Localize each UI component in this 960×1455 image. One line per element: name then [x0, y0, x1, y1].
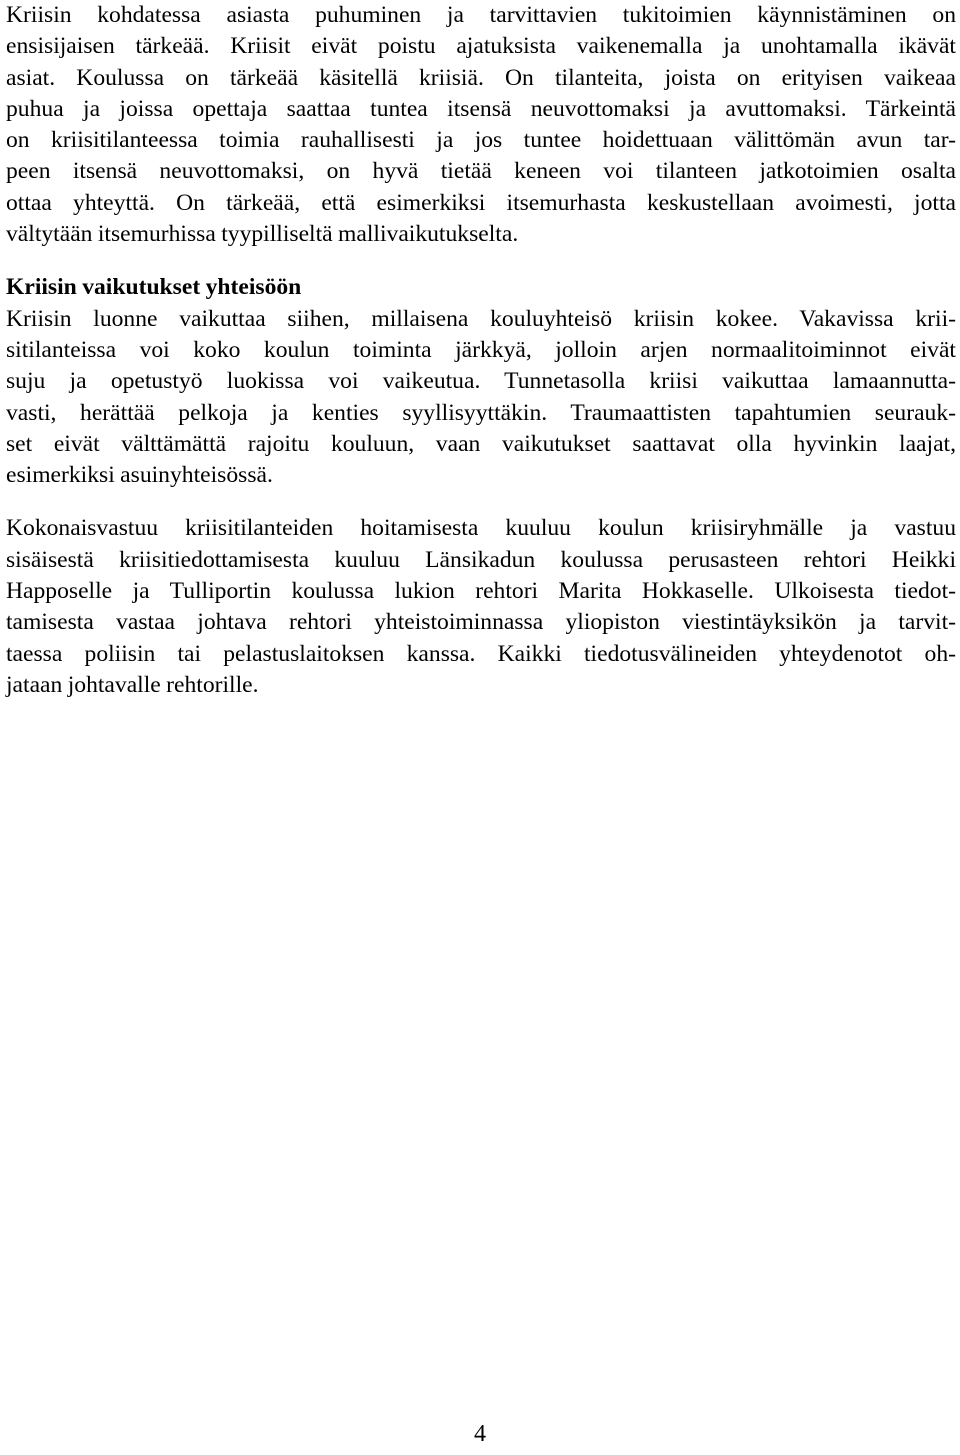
text-line: sitilanteissa voi koko koulun toiminta järkkyä, jolloin arjen normaalitoiminnot eivät: [6, 336, 956, 363]
text-line: asiat. Koulussa on tärkeää käsitellä kriisiä. On tilanteita, joista on erityisen vaikeaa: [6, 64, 956, 91]
paragraph-spacer: [6, 491, 956, 513]
text-line: vältytään itsemurhissa tyypilliseltä mallivaikutukselta.: [6, 221, 519, 248]
text-line: Kokonaisvastuu kriisitilanteiden hoitamisesta kuuluu koulun kriisiryhmälle ja vastuu: [6, 515, 956, 542]
text-line: vasti, herättää pelkoja ja kenties syyllisyyttäkin. Traumaattisten tapahtumien seurauk-: [6, 399, 956, 426]
text-line: taessa poliisin tai pelastuslaitoksen kanssa. Kaikki tiedotusvälineiden yhteydenotot oh-: [6, 640, 956, 667]
paragraph-crisis-discussion: [6, 0, 956, 250]
page-number: 4: [474, 1421, 486, 1447]
text-line: ensisijaisen tärkeää. Kriisit eivät poistu ajatuksista vaikenemalla ja unohtamalla ikävät: [6, 33, 956, 60]
text-line: Happoselle ja Tulliportin koulussa lukion rehtori Marita Hokkaselle. Ulkoisesta tiedot-: [6, 578, 956, 605]
paragraph-responsibility: [6, 513, 956, 701]
text-line: Kriisin kohdatessa asiasta puhuminen ja tarvittavien tukitoimien käynnistäminen on: [6, 2, 956, 28]
text-line: puhua ja joissa opettaja saattaa tuntea itsensä neuvottomaksi ja avuttomaksi. Tärkeintä: [6, 95, 956, 122]
text-line: ottaa yhteyttä. On tärkeää, että esimerkiksi itsemurhasta keskustellaan avoimesti, jotta: [6, 189, 956, 216]
text-line: sisäisestä kriisitiedottamisesta kuuluu Länsikadun koulussa perusasteen rehtori Heikki: [6, 546, 956, 573]
paragraph-crisis-effects: [6, 304, 956, 492]
text-line: tamisesta vastaa johtava rehtori yhteistoiminnassa yliopiston viestintäyksikön ja tarvit-: [6, 609, 956, 636]
document-page: [6, 0, 956, 701]
text-line: on kriisitilanteessa toimia rauhallisesti ja jos tuntee hoidettuaan välittömän avun tar-: [6, 127, 956, 154]
section-heading: Kriisin vaikutukset yhteisöön: [6, 274, 302, 301]
text-line: esimerkiksi asuinyhteisössä.: [6, 462, 273, 489]
text-line: set eivät välttämättä rajoitu kouluun, vaan vaikutukset saattavat olla hyvinkin laajat,: [6, 430, 956, 457]
text-line: jataan johtavalle rehtorille.: [6, 671, 259, 698]
text-line: peen itsensä neuvottomaksi, on hyvä tietää keneen voi tilanteen jatkotoimien osalta: [6, 158, 956, 185]
text-line: Kriisin luonne vaikuttaa siihen, millaisena kouluyhteisö kriisin kokee. Vakavissa krii-: [6, 305, 956, 332]
text-line: suju ja opetustyö luokissa voi vaikeutua. Tunnetasolla kriisi vaikuttaa lamaannutta-: [6, 368, 956, 395]
paragraph-spacer: [6, 250, 956, 272]
